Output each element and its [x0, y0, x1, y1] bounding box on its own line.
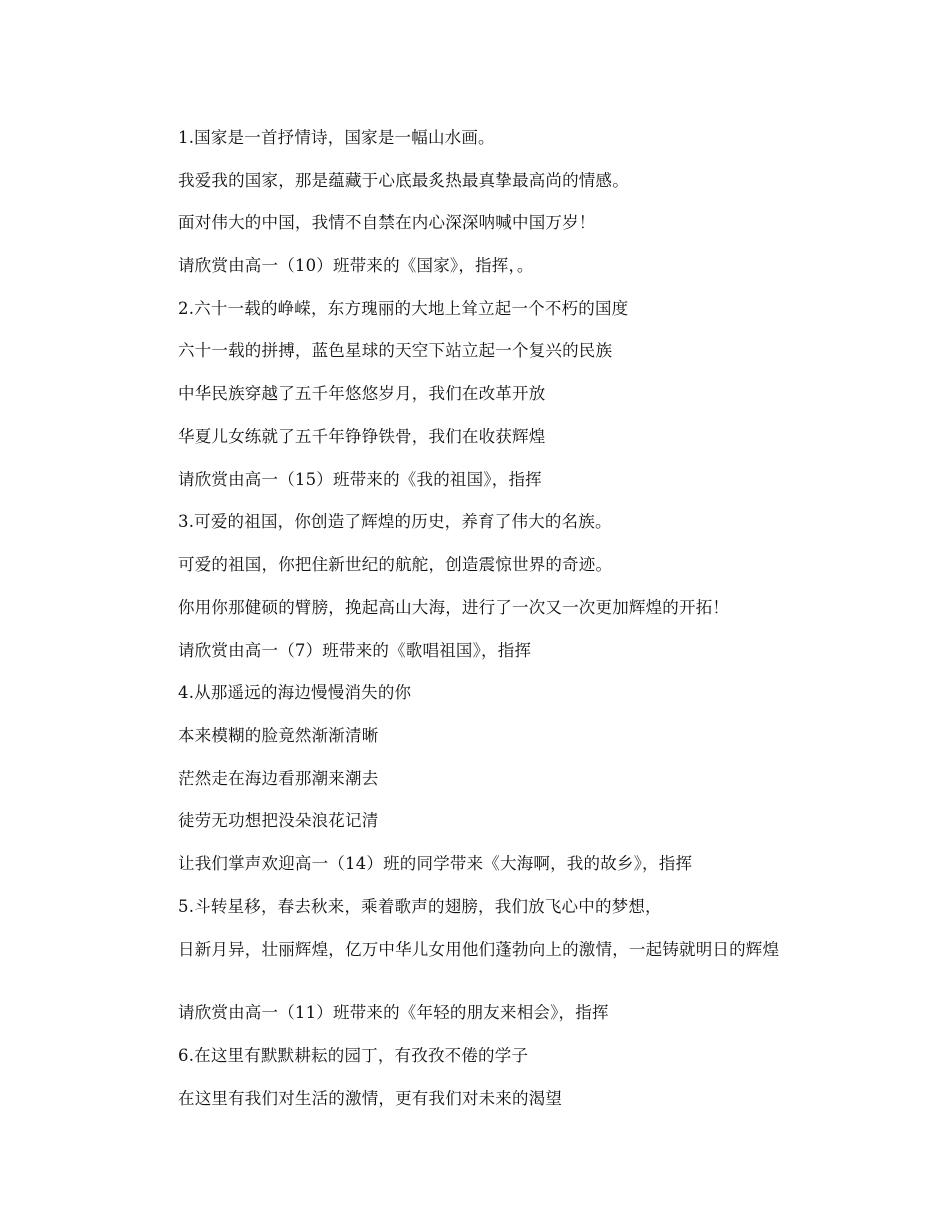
- paragraph-18: 让我们掌声欢迎高一（14）班的同学带来《大海啊，我的故乡》，指挥: [178, 854, 693, 873]
- paragraph-6: 六十一载的拼搏，蓝色星球的天空下站立起一个复兴的民族: [178, 341, 613, 360]
- paragraph-11: 可爱的祖国，你把住新世纪的航舵，创造震惊世界的奇迹。: [178, 555, 613, 574]
- paragraph-9: 请欣赏由高一（15）班带来的《我的祖国》，指挥: [178, 470, 542, 489]
- paragraph-2: 我爱我的国家，那是蕴藏于心底最炙热最真挚最高尚的情感。: [178, 171, 629, 190]
- paragraph-13: 请欣赏由高一（7）班带来的《歌唱祖国》，指挥: [178, 641, 532, 660]
- paragraph-19: 5.斗转星移，春去秋来，乘着歌声的翅膀，我们放飞心中的梦想，: [178, 897, 662, 916]
- paragraph-5: 2.六十一载的峥嵘，东方瑰丽的大地上耸立起一个不朽的国度: [178, 299, 629, 318]
- paragraph-4: 请欣赏由高一（10）班带来的《国家》，指挥，。: [178, 256, 534, 275]
- paragraph-17: 徒劳无功想把没朵浪花记清: [178, 811, 379, 830]
- paragraph-7: 中华民族穿越了五千年悠悠岁月，我们在改革开放: [178, 384, 546, 403]
- paragraph-22: 6.在这里有默默耕耘的园丁，有孜孜不倦的学子: [178, 1046, 529, 1065]
- paragraph-12: 你用你那健硕的臂膀，挽起高山大海，进行了一次又一次更加辉煌的开拓！: [178, 598, 730, 617]
- paragraph-15: 本来模糊的脸竟然渐渐清晰: [178, 726, 379, 745]
- paragraph-23: 在这里有我们对生活的激情，更有我们对未来的渴望: [178, 1089, 563, 1108]
- paragraph-16: 茫然走在海边看那潮来潮去: [178, 769, 379, 788]
- paragraph-14: 4.从那遥远的海边慢慢消失的你: [178, 683, 412, 702]
- paragraph-20: 日新月异，壮丽辉煌，亿万中华儿女用他们蓬勃向上的激情，一起铸就明日的辉煌: [178, 940, 780, 959]
- paragraph-3: 面对伟大的中国，我情不自禁在内心深深呐喊中国万岁！: [178, 213, 596, 232]
- paragraph-10: 3.可爱的祖国，你创造了辉煌的历史，养育了伟大的名族。: [178, 512, 612, 531]
- paragraph-1: 1.国家是一首抒情诗，国家是一幅山水画。: [178, 128, 495, 147]
- paragraph-21: 请欣赏由高一（11）班带来的《年轻的朋友来相会》，指挥: [178, 1003, 609, 1022]
- paragraph-8: 华夏儿女练就了五千年铮铮铁骨，我们在收获辉煌: [178, 427, 546, 446]
